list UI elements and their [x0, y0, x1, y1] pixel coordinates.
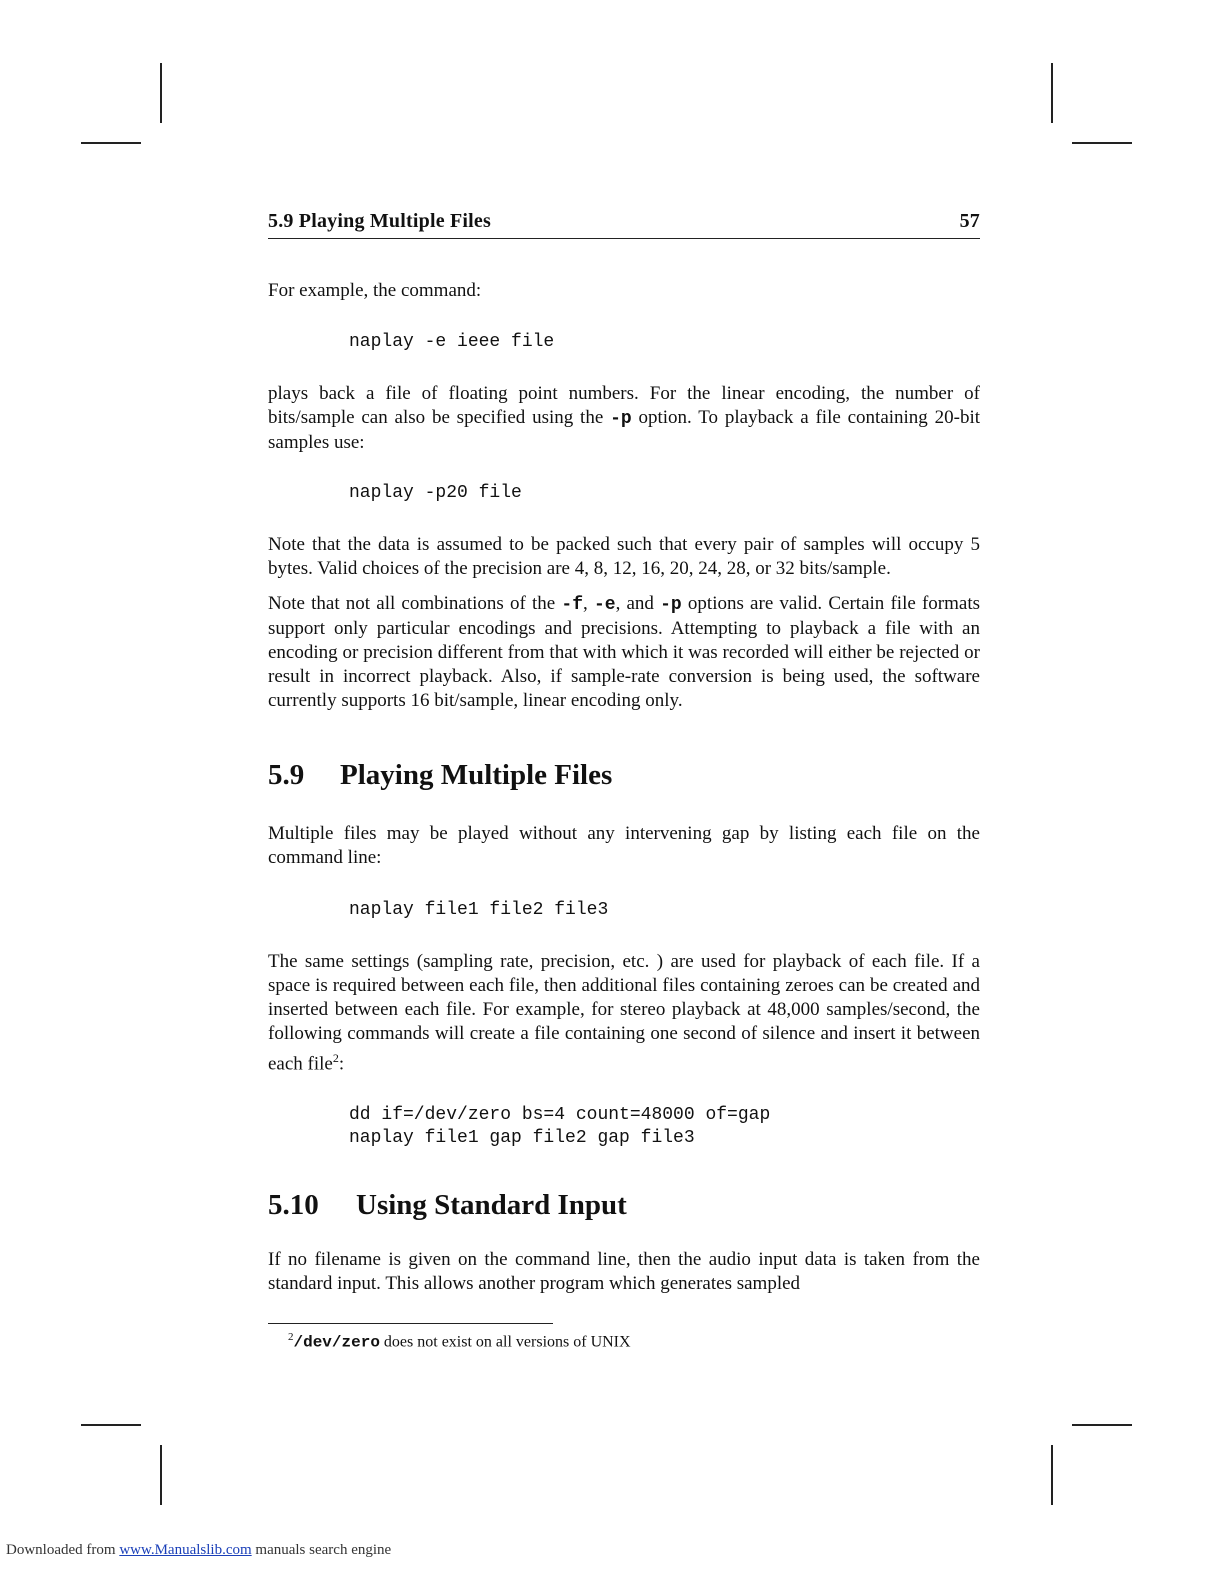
crop-mark	[81, 1424, 141, 1426]
code-block: naplay -e ieee file	[349, 332, 555, 352]
paragraph: Note that not all combinations of the -f, -e, and -p options are valid. Certain file formats support only particular encodings and precisions. Attempting to playback a file with an encoding or precision different from that with which it was recorded will either be rejected or result in incorrect playback. Also, if sample-rate conversion is being used, the software currently supports 16 bit/sample, linear encoding only.	[268, 593, 981, 711]
crop-mark	[1072, 142, 1132, 144]
footnote-text: does not exist on all versions of UNIX	[379, 1333, 631, 1351]
crop-mark	[81, 142, 141, 144]
crop-mark	[1051, 1445, 1053, 1505]
crop-mark	[1072, 1424, 1132, 1426]
running-header	[268, 210, 980, 239]
crop-mark	[1051, 63, 1053, 123]
paragraph: For example, the command:	[268, 280, 482, 301]
footnote-rule	[268, 1323, 553, 1324]
option-flag: -p	[660, 595, 682, 615]
section-heading	[268, 1188, 980, 1222]
crop-mark	[160, 63, 162, 123]
section-title: Using Standard Input	[356, 1189, 627, 1222]
section-number: 5.10	[268, 1189, 319, 1222]
section-heading	[268, 758, 980, 792]
footnote-path: /dev/zero	[293, 1333, 380, 1352]
option-flag: -e	[593, 595, 616, 615]
section-number: 5.9	[268, 759, 305, 791]
paragraph: plays back a file of floating point numbers. For the linear encoding, the number of bits/sample can also be specified using the -p option. To playback a file containing 20-bit samples use:	[268, 383, 980, 453]
code-block: dd if=/dev/zero bs=4 count=48000 of=gap naplay file1 gap file2 gap file3	[349, 1105, 771, 1149]
paragraph: If no filename is given on the command line, then the audio input data is taken from the standard input. This allows another program which generates sampled	[268, 1249, 980, 1295]
section-title: Playing Multiple Files	[340, 759, 613, 791]
option-flag: -p	[610, 409, 632, 429]
code-block: naplay -p20 file	[349, 483, 522, 503]
page-number: 57	[959, 210, 980, 232]
paragraph: Note that the data is assumed to be packed such that every pair of samples will occupy 5 bytes. Valid choices of the precision are 4, 8, 12, 16, 20, 24, 28, or 32 bits/sample.	[268, 534, 980, 579]
footnote	[288, 1327, 631, 1352]
paragraph: Multiple files may be played without any intervening gap by listing each file on the command line:	[268, 823, 980, 868]
running-header-title: 5.9 Playing Multiple Files	[268, 210, 491, 232]
option-flag: -f	[561, 595, 584, 615]
code-block: naplay file1 file2 file3	[349, 900, 609, 920]
page-body	[268, 210, 980, 1296]
manualslib-link[interactable]: www.Manualslib.com	[119, 1542, 252, 1558]
footnote-marker: 2	[332, 1051, 339, 1065]
crop-mark	[160, 1445, 162, 1505]
download-credit: Downloaded from www.Manualslib.com manuals search engine	[6, 1542, 392, 1558]
footnote-number: 2	[288, 1331, 294, 1343]
paragraph: The same settings (sampling rate, precision, etc. ) are used for playback of each file. If a space is required between each file, then additional files containing zeroes can be created and inserted between each file. For example, for stereo playback at 48,000 samples/second, the following commands will create a file containing one second of silence and insert it between each file$^2$:	[268, 951, 980, 1075]
